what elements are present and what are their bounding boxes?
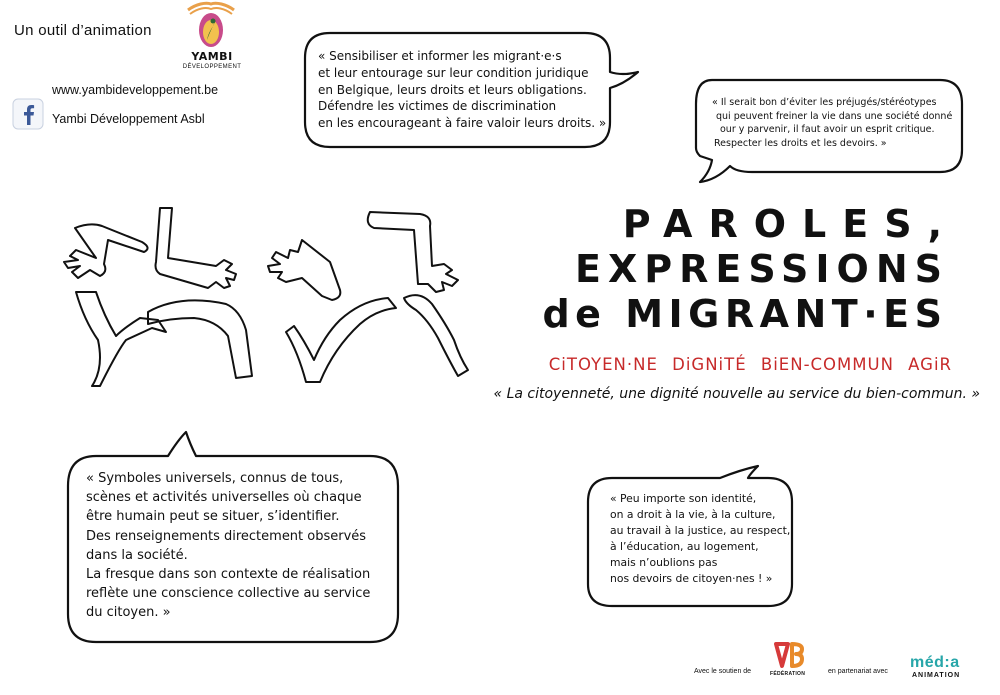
quote-line: mais n’oublions pas	[610, 556, 718, 569]
quote-line: en Belgique, leurs droits et leurs obligations.	[318, 82, 587, 97]
support-label: Avec le soutien de	[694, 668, 752, 675]
illustration-figures	[40, 200, 490, 400]
quote-line: à l’éducation, au logement,	[610, 540, 759, 553]
quote-line: nos devoirs de citoyen·nes ! »	[610, 572, 773, 585]
body-figure-2	[148, 300, 252, 378]
quote-line: Défendre les victimes de discrimination	[318, 99, 557, 114]
arm-figure-4	[368, 212, 458, 292]
arm-figure-3	[268, 240, 340, 300]
quote-line: qui peuvent freiner la vie dans une société donné	[716, 110, 953, 122]
website-link[interactable]: www.yambideveloppement.be	[52, 83, 219, 97]
arm-figure-1	[64, 224, 148, 278]
title-line-2: EXPRESSIONS	[575, 247, 949, 291]
quote-line: au travail à la justice, au respect,	[610, 524, 791, 537]
title-line-1: PAROLES,	[622, 202, 958, 246]
quote-bottom-left	[86, 469, 370, 623]
logo-subtitle: DÉVELOPPEMENT	[182, 64, 242, 70]
body-figure-4	[404, 295, 468, 376]
quote-line: être humain peut se situer, s’identifier.	[86, 509, 340, 525]
tagline: Un outil d’animation	[14, 22, 152, 39]
title-line-3: de MIGRANT·ES	[542, 292, 948, 336]
logo-name: YAMBI	[191, 50, 233, 63]
quote-line: en les encourageant à faire valoir leurs droits. »	[318, 116, 607, 131]
keywords-line: CiTOYEN·NE DiGNiTÉ BiEN-COMMUN AGiR	[548, 355, 952, 374]
partner-label: en partenariat avec	[828, 668, 888, 675]
quote-top-center	[318, 48, 606, 132]
subtitle-quote: « La citoyenneté, une dignité nouvelle au service du bien-commun. »	[493, 386, 980, 402]
quote-top-right	[712, 96, 952, 150]
page-title	[542, 202, 958, 337]
quote-line: Des renseignements directement observés	[86, 528, 367, 544]
federation-logo-text: FÉDÉRATION	[770, 671, 806, 677]
quote-line: et leur entourage sur leur condition juridique	[318, 65, 589, 80]
quote-line: our y parvenir, il faut avoir un esprit critique.	[720, 124, 935, 135]
body-figure-3	[286, 298, 396, 382]
quote-line: dans la société.	[86, 547, 188, 563]
quote-bottom-right	[610, 491, 790, 587]
federation-wallonie-bruxelles-logo	[768, 636, 814, 686]
facebook-label[interactable]: Yambi Développement Asbl	[52, 112, 205, 126]
quote-line: « Peu importe son identité,	[610, 492, 757, 505]
quote-line: Respecter les droits et les devoirs. »	[714, 137, 887, 149]
media-animation-logo-sub: ANIMATION	[912, 672, 961, 679]
quote-line: « Sensibiliser et informer les migrant·e·s	[318, 49, 562, 63]
quote-line: « Symboles universels, connus de tous,	[86, 471, 344, 486]
quote-line: La fresque dans son contexte de réalisation	[86, 567, 371, 583]
arm-figure-2	[156, 208, 237, 288]
quote-line: on a droit à la vie, à la culture,	[610, 508, 776, 521]
quote-line: « Il serait bon d’éviter les préjugés/stéréotypes	[712, 97, 937, 108]
media-animation-logo: méd:a	[910, 654, 960, 671]
quote-line: reflète une conscience collective au service	[86, 586, 371, 602]
quote-line: scènes et activités universelles où chaque	[86, 490, 362, 506]
body-figure-1	[76, 292, 166, 386]
quote-line: du citoyen. »	[86, 605, 171, 621]
